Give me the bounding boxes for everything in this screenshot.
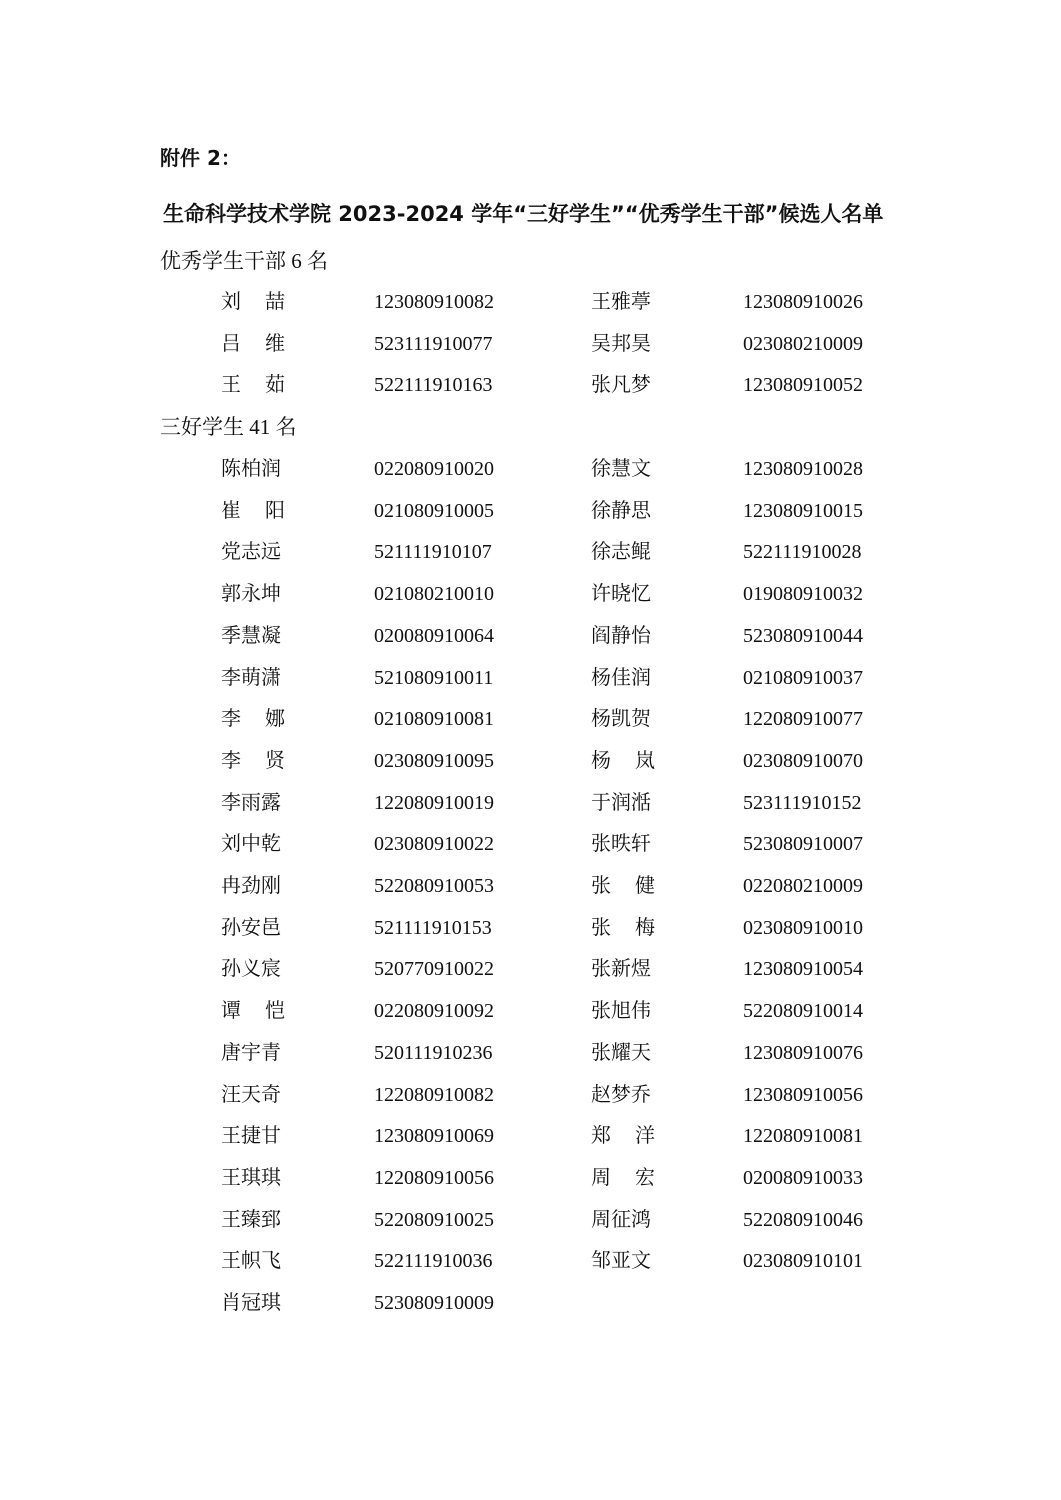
candidate-name: 孙义宸 (221, 958, 281, 981)
student-id: 520770910022 (374, 958, 494, 981)
student-id: 023080210009 (743, 332, 863, 355)
student-id: 123080910015 (743, 499, 863, 522)
student-id: 123080910076 (743, 1041, 863, 1064)
candidate-name: 王帜飞 (221, 1250, 281, 1273)
candidate-name: 杨凯贺 (591, 708, 651, 731)
candidate-name: 郑 洋 (591, 1125, 655, 1148)
student-id: 023080910022 (374, 833, 494, 856)
student-id: 123080910026 (743, 291, 863, 313)
candidate-name: 冉劲刚 (221, 875, 281, 897)
candidate-name: 邹亚文 (591, 1250, 651, 1273)
student-id: 021080910005 (374, 499, 494, 522)
candidate-name: 张旭伟 (591, 1000, 651, 1023)
candidate-name: 王臻郅 (221, 1208, 281, 1231)
page-title: 生命科学技术学院 2023-2024 学年“三好学生”“优秀学生干部”候选人名单 (163, 202, 884, 226)
candidate-name: 杨佳润 (591, 666, 651, 689)
student-id: 523080910007 (743, 833, 863, 856)
attachment-label: 附件 2： (160, 146, 241, 170)
student-id: 122080910056 (374, 1166, 494, 1189)
candidate-name: 王雅葶 (591, 291, 651, 313)
candidate-name: 郭永坤 (221, 583, 281, 606)
candidate-name: 周征鸿 (591, 1208, 651, 1231)
candidate-name: 周 宏 (591, 1166, 655, 1189)
table-row (0, 496, 1061, 526)
student-id: 520111910236 (374, 1041, 493, 1064)
table-row (0, 1038, 1061, 1068)
student-id: 122080910081 (743, 1125, 863, 1148)
student-id: 023080910010 (743, 916, 863, 939)
candidate-name: 王 茹 (221, 374, 285, 397)
candidate-name: 李萌潇 (221, 666, 281, 689)
candidate-name: 刘中乾 (221, 833, 281, 856)
table-row (0, 1163, 1061, 1193)
student-id: 023080910095 (374, 749, 494, 772)
table-row (0, 579, 1061, 609)
table-row (0, 871, 1061, 901)
candidate-name: 崔 阳 (221, 499, 285, 522)
table-row (0, 1288, 1061, 1318)
student-id: 522080910046 (743, 1208, 863, 1231)
candidate-name: 谭 恺 (221, 1000, 285, 1023)
candidate-name: 杨 岚 (591, 749, 655, 772)
table-row (0, 537, 1061, 567)
candidate-name: 徐静思 (591, 499, 651, 522)
student-id: 521080910011 (374, 666, 494, 689)
student-id: 522080910025 (374, 1208, 494, 1231)
table-row (0, 370, 1061, 400)
student-id: 521111910153 (374, 916, 492, 939)
table-row (0, 913, 1061, 943)
student-id: 522080910053 (374, 875, 494, 897)
table-row (0, 454, 1061, 484)
table-row (0, 1080, 1061, 1110)
student-id: 521111910107 (374, 541, 492, 564)
table-row (0, 1205, 1061, 1235)
student-id: 022080210009 (743, 875, 863, 897)
candidate-name: 张新煜 (591, 958, 651, 981)
student-id: 522111910028 (743, 541, 862, 564)
candidate-name: 张 梅 (591, 916, 655, 939)
candidate-name: 阎静怡 (591, 624, 651, 647)
candidate-name: 汪天奇 (221, 1083, 281, 1106)
student-id: 021080910081 (374, 708, 494, 731)
student-id: 522111910163 (374, 374, 493, 397)
section-heading: 优秀学生干部 6 名 (160, 249, 328, 273)
student-id: 123080910056 (743, 1083, 863, 1106)
candidate-name: 李 贤 (221, 749, 285, 772)
candidate-name: 李 娜 (221, 708, 285, 731)
candidate-name: 吴邦昊 (591, 332, 651, 355)
candidate-name: 李雨露 (221, 791, 281, 814)
student-id: 021080910037 (743, 666, 863, 689)
candidate-name: 季慧凝 (221, 624, 281, 647)
student-id: 522080910014 (743, 1000, 863, 1023)
student-id: 123080910028 (743, 458, 863, 480)
student-id: 020080910033 (743, 1166, 863, 1189)
table-row (0, 287, 1061, 317)
student-id: 123080910054 (743, 958, 863, 981)
table-row (0, 746, 1061, 776)
candidate-name: 徐慧文 (591, 458, 651, 480)
student-id: 020080910064 (374, 624, 494, 647)
candidate-name: 许晓忆 (591, 583, 651, 606)
candidate-name: 张昳轩 (591, 833, 651, 856)
candidate-name: 张凡梦 (591, 374, 651, 397)
table-row (0, 954, 1061, 984)
student-id: 523111910077 (374, 332, 493, 355)
table-row (0, 1246, 1061, 1276)
student-id: 022080910092 (374, 1000, 494, 1023)
candidate-name: 张耀天 (591, 1041, 651, 1064)
student-id: 523080910009 (374, 1292, 494, 1314)
student-id: 523080910044 (743, 624, 863, 647)
student-id: 123080910052 (743, 374, 863, 397)
candidate-name: 王捷甘 (221, 1125, 281, 1148)
student-id: 123080910069 (374, 1125, 494, 1148)
student-id: 122080910077 (743, 708, 863, 731)
candidate-name: 肖冠琪 (221, 1292, 281, 1314)
student-id: 021080210010 (374, 583, 494, 606)
table-row (0, 788, 1061, 818)
student-id: 523111910152 (743, 791, 862, 814)
student-id: 122080910082 (374, 1083, 494, 1106)
candidate-name: 徐志鲲 (591, 541, 651, 564)
section-heading: 三好学生 41 名 (160, 415, 297, 439)
table-row (0, 996, 1061, 1026)
table-row (0, 829, 1061, 859)
table-row (0, 704, 1061, 734)
candidate-name: 于润湉 (591, 791, 651, 814)
candidate-name: 党志远 (221, 541, 281, 564)
student-id: 122080910019 (374, 791, 494, 814)
candidate-name: 唐宇青 (221, 1041, 281, 1064)
student-id: 123080910082 (374, 291, 494, 313)
candidate-name: 赵梦乔 (591, 1083, 651, 1106)
table-row (0, 1121, 1061, 1151)
candidate-name: 孙安邑 (221, 916, 281, 939)
candidate-name: 吕 维 (221, 332, 285, 355)
student-id: 019080910032 (743, 583, 863, 606)
candidate-name: 陈柏润 (221, 458, 281, 480)
candidate-name: 刘 喆 (221, 291, 285, 313)
student-id: 522111910036 (374, 1250, 493, 1273)
table-row (0, 621, 1061, 651)
table-row (0, 329, 1061, 359)
student-id: 023080910101 (743, 1250, 863, 1273)
candidate-name: 王琪琪 (221, 1166, 281, 1189)
student-id: 022080910020 (374, 458, 494, 480)
student-id: 023080910070 (743, 749, 863, 772)
candidate-name: 张 健 (591, 875, 655, 897)
table-row (0, 663, 1061, 693)
